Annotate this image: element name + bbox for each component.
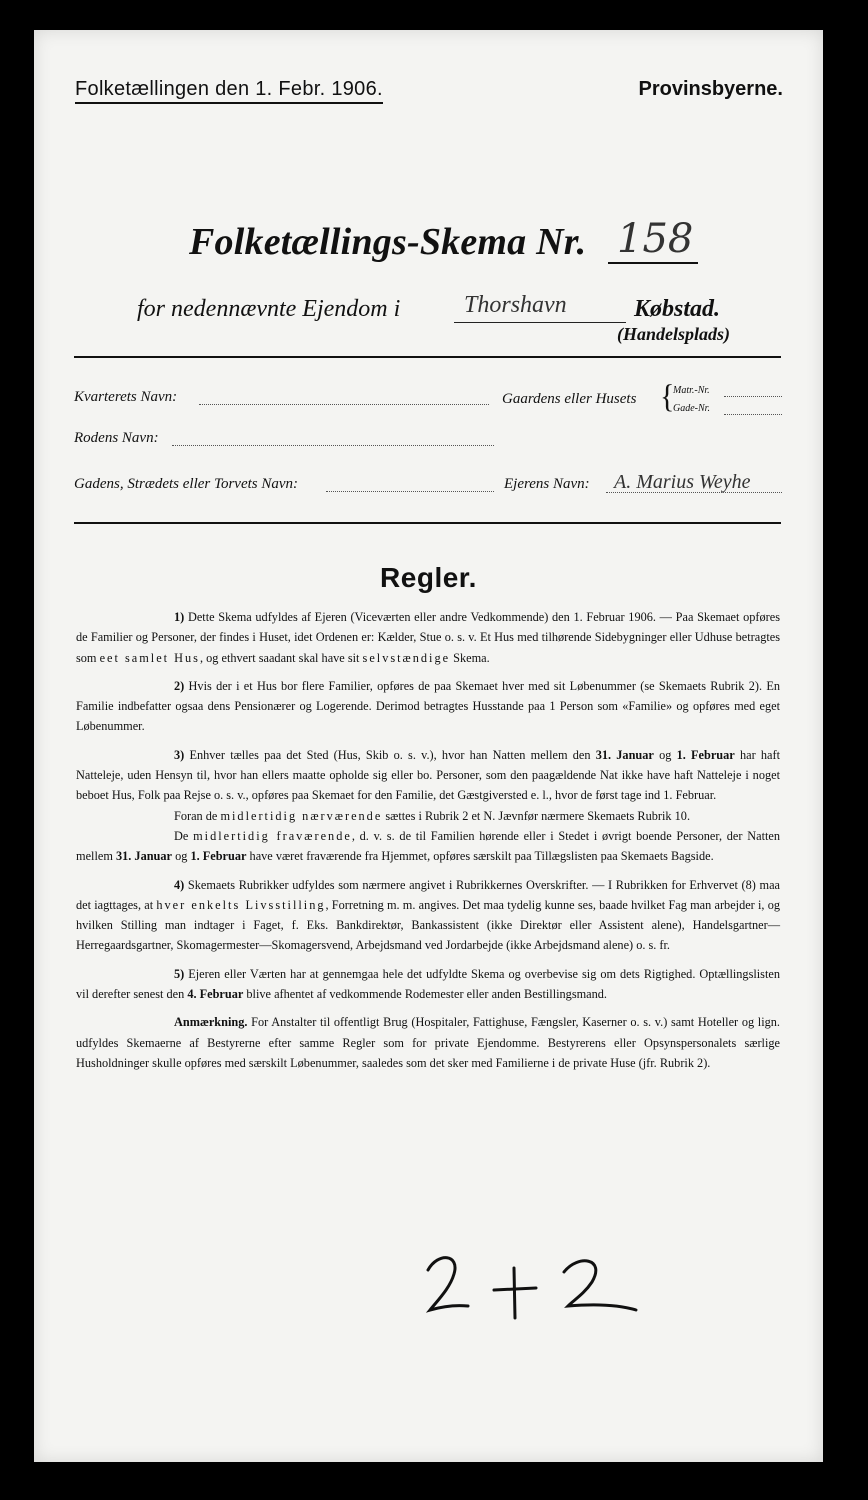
form-title: Folketællings-Skema Nr. [189,221,587,263]
form-number-underline [608,262,698,264]
rules-text [76,607,780,1081]
anmaerkning: Anmærkning. For Anstalter til offentligt Brug (Hospitaler, Fattighuse, Fængsler, Kaserner o. s. v.) samt Hoteller og lign. udfyldes Skemaerne af Bestyrerne efter samme Regler som for private Ejendomme. Bestyrerens eller Opsynspersonalets særlige Husholdninger skulle opføres med særskilt Løbenummer, saaledes som det sker med Familierne i de private Huse (jfr. Rubrik 2). [76,1015,780,1070]
gade-nr-dotted-line [724,414,782,415]
rule-3-absent: De midlertidig fraværende, d. v. s. de til Familien hørende eller i Stedet i øvrigt boende Personer, der Natten mellem 31. Januar og 1. Februar have været fraværende fra Hjemmet, opføres særskilt paa Tillægslisten paa Skemaets Bagside. [76,828,781,864]
kobstad-label: Købstad. [634,296,721,322]
property-prefix: for nedennævnte Ejendom i [137,296,401,322]
rule-1: 1) Dette Skema udfyldes af Ejeren (Viceværten eller andre Vedkommende) den 1. Februar 1906. — Paa Skemaet opføres de Familier og Personer, der findes i Huset, idet Ordenen er: Kælder, Stue o. s. v. Et Hus med tilhørende Sidebygninger eller Udhuse betragtes som eet samlet Hus, og ethvert saadant skal have sit selvstændige Skema. [76,610,780,665]
town-name: Thorshavn [464,292,567,318]
gaard-label: Gaardens eller Husets [502,391,637,407]
rode-label: Rodens Navn: [74,430,159,446]
matr-dotted-line [724,396,782,397]
top-divider [74,356,781,358]
census-form-page [34,30,823,1462]
rule-2: 2) Hvis der i et Hus bor flere Familier, opføres de paa Skemaet hver med sit Løbenummer (se Skemaets Rubrik 2). En Familie indbefatter ogsaa dens Pensionærer og Logerende. Derimod betragtes Husstande paa 1 Person som «Familie» og opføres med eget Løbenummer. [76,678,780,734]
gade-nr-label: Gade-Nr. [673,403,710,414]
kvarter-label: Kvarterets Navn: [74,389,178,405]
handwritten-note-2-plus-2 [424,1248,644,1328]
region-label: Provinsbyerne. [638,78,783,100]
kvarter-dotted-line [199,404,489,405]
rode-dotted-line [172,445,494,446]
brace-icon: { [660,378,675,415]
bottom-divider [74,522,781,524]
census-header-date: Folketællingen den 1. Febr. 1906. [75,78,383,104]
town-underline [454,322,626,323]
form-number: 158 [617,216,694,262]
regler-heading: Regler. [380,562,477,593]
rule-4: 4) Skemaets Rubrikker udfyldes som nærmere angivet i Rubrikkernes Overskrifter. — I Rubrikken for Erhvervet (8) maa det iagttages, at hver enkelts Livsstilling, Forretning m. m. angives. Det maa tydelig kunne ses, baade hvilket Fag man arbejder i, og hvilken Stilling man indtager i Faget, f. Eks. Bankdirektør, Bankassistent (ikke Direktør eller Assistent alene), Handelsgartner—Herregaardsgartner, Skomagermester—Skomagersvend, Arbejdsmand ved Jordarbejde (ikke Arbejdsmand alene) o. s. fr. [76,877,781,953]
ejer-dotted-line [606,492,782,493]
gade-navn-dotted-line [326,491,494,492]
rule-3-present: Foran de midlertidig nærværende sættes i Rubrik 2 et N. Jævnfør nærmere Skemaets Rubrik 10. [174,808,691,823]
handelsplads-label: (Handelsplads) [617,324,731,344]
matr-label: Matr.-Nr. [673,385,710,396]
rule-3: 3) Enhver tælles paa det Sted (Hus, Skib o. s. v.), hvor han Natten mellem den 31. Januar og 1. Februar har haft Natteleje, uden Hensyn til, hvor han ellers maatte opholde sig eller bo. Personer, som den paagældende Nat ikke have haft Natteleje i noget beboet Hus, Folk paa Rejse o. s. v., opføres paa Skemaet for den Familie, det Gæstgiversted e. l., hvor de først tage ind 1. Februar. [76,747,781,803]
gade-navn-label: Gadens, Strædets eller Torvets Navn: [74,476,299,492]
rule-5: 5) Ejeren eller Værten har at gennemgaa hele det udfyldte Skema og overbevise sig om dets Rigtighed. Optællingslisten vil derefter senest den 4. Februar blive afhentet af vedkommende Rodemester eller anden Bestillingsmand. [76,966,780,1002]
ejer-value: A. Marius Weyhe [614,471,751,493]
ejer-label: Ejerens Navn: [504,476,590,492]
